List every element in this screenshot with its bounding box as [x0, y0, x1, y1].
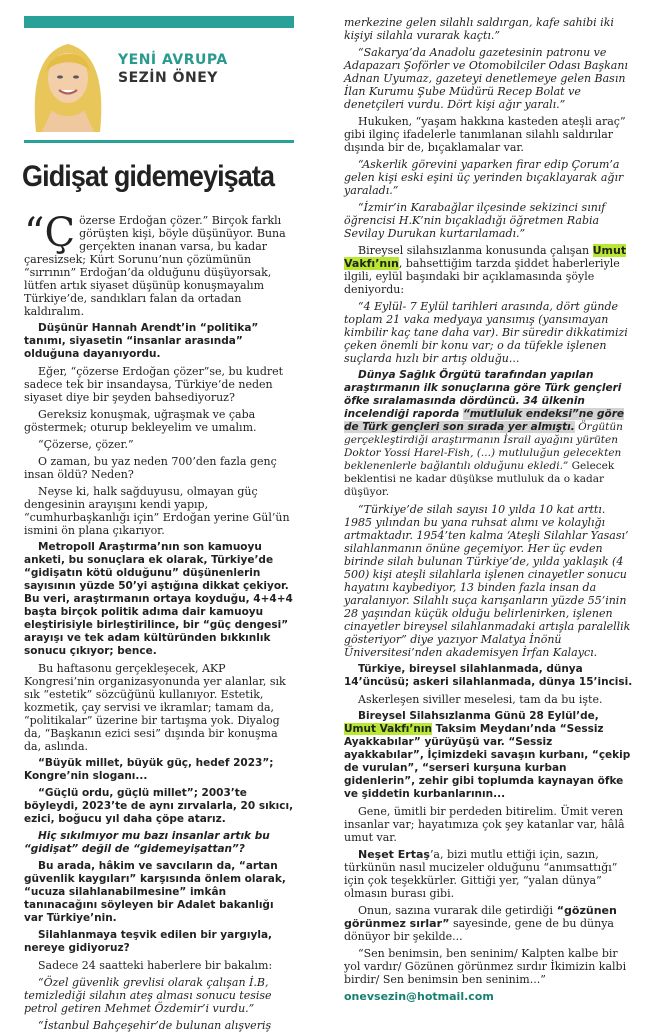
- paragraph: Neyse ki, halk sağduyusu, olmayan güç dengesinin arayışını kendi yapıp, “cumhurbaşkanlığı için” Erdoğan yerine Gül’ün ismini ön plana çıkarıyor.: [24, 485, 290, 537]
- section-brand: YENİ AVRUPA: [118, 52, 228, 68]
- left-column: [24, 210, 296, 1036]
- paragraph: Metropoll Araştırma’nın son kamuoyu anketi, bu sonuçlara ek olarak, Türkiye’de “gidişatın kötü olduğunu” düşünenlerin sayısının yüzde 50’yi aştığına dikkat çekiyor. Bu veri, araştırmanın ortaya koyduğu, 4+4+4 başta birçok politik adıma dair kamuoyu eleştirisiyle birleştirilince, bir “güç dengesi” arayışı ve tek adam kültüründen bıkkınlık sonucu çıkıyor; bence.: [24, 541, 293, 657]
- paragraph: “Özel güvenlik grevlisi olarak çalışan İ.B, temizlediği silahın ateş alması sonucu tesise petrol getiren Mehmet Özdemir’i vurdu.”: [24, 976, 272, 1015]
- author-name: SEZİN ÖNEY: [118, 70, 218, 86]
- paragraph: “Türkiye’de silah sayısı 10 yılda 10 kat arttı. 1985 yılından bu yana ruhsat alımı ve kolaylığı artmaktadır. 1954’ten kalma ‘Ateşli Silahlar Yasası’ silahlanmanın önüne geçemiyor. Her üç evden birinde silah bulunan Türkiye’de, yılda yaklaşık (4 500) kişi ateşli silahlarla işlenen cinayetler sonucu hayatını kaybediyor, 13 binden fazla insan da yaralanıyor. Silahlı suça karışanların yüzde 55’inin 28 yaşından küçük olduğu belirlenirken, işlenen cinayetler bireysel silahlanmadaki artışla paralellik gösteriyor” diye yazıyor Malatya İnönü Üniversitesi’nden akademisyen İrfan Kalaycı.: [344, 503, 631, 659]
- paragraph: Dünya Sağlık Örgütü tarafından yapılan araştırmanın ilk sonuçlarına göre Türk gençleri öfke sıralamasında dördüncü. 34 ülkenin incelendiği raporda “mutluluk endeksi”ne göre de Türk gençleri son sırada yer almıştı. Örgütün gerçekleştirdiği araştırmanın İsrail ayağını yürüten Doktor Yossi Harel-Fish, (...) mutluluğun gelecekten beklenenlerle bağlantılı olduğunu ekledi.” Gelecek beklentisi ne kadar düşükse mutluluk da o kadar düşüyor.: [344, 369, 625, 498]
- paragraph: “Çözerse, çözer.”: [38, 438, 134, 451]
- paragraph: “4 Eylül- 7 Eylül tarihleri arasında, dört günde toplam 21 vaka medyaya yansımış (yansımayan kimbilir kaç tane daha var). Bir süredir dikkatimizi çeken önemli bir konu var; o da tüfekle işlenen suçlarda hızlı bir artış olduğu...: [344, 300, 628, 365]
- header-accent-bar: [24, 16, 294, 28]
- paragraph: “Büyük millet, büyük güç, hedef 2023”; Kongre’nin sloganı...: [24, 757, 274, 782]
- paragraph: Onun, sazına vurarak dile getirdiği “gözünen görünmez sırlar” sayesinde, gene de bu dünya dönüyor bir şekilde...: [344, 904, 617, 943]
- right-column: [344, 16, 634, 1007]
- header-rule: [24, 140, 294, 143]
- highlight-umut-vakfi: Umut Vakfı’nın: [344, 244, 627, 270]
- paragraph-intro: “Çözerse Erdoğan çözer.” Birçok farklı görüşten kişi, böyle düşünüyor. Buna gerçekten inanan varsa, bu kadar çaresizsek; Kürt Sorunu’nun çözümünün “sırrının” Erdoğan’da olduğunu düşüyorsak, lütfen artık siyaset düşünüp konuşmayalım Türkiye’de, sandıkları falan da ortadan kaldıralım.: [24, 210, 286, 318]
- paragraph: Bireysel Silahsızlanma Günü 28 Eylül’de, Umut Vakfı’nın Taksim Meydanı’nda “Sessiz Ayakkabılar” yürüyüşü var. “Sessiz ayakkabılar”, İçimizdeki savaşın kurbanı, “çekip de vurulan”, “serseri kurşuna kurban gidenlerin”, zehir gibi toplumda kaynayan öfke ve şiddetin kurbanlarının...: [344, 710, 631, 800]
- paragraph: Bu haftasonu gerçekleşecek, AKP Kongresi’nin organizasyonunda yer alanlar, sık sık “estetik” sözcüğünü kullanıyor. Estetik, kozmetik, çay servisi ve ikramlar; tamam da, “politikalar” üzerine bir tartışma yok. Diyalog da, “Başkanın ezici sesi” dışında bir konuşma da, aslında.: [24, 662, 286, 753]
- paragraph: Askerleşen siviller meselesi, tam da bu işte.: [358, 693, 603, 706]
- paragraph: O zaman, bu yaz neden 700’den fazla genç insan öldü? Neden?: [24, 455, 277, 481]
- paragraph: “Askerlik görevini yaparken firar edip Çorum’a gelen kişi eski eşini üç yerinden bıçaklayarak ağır yaraladı.”: [344, 158, 624, 197]
- paragraph: Hiç sıkılmıyor mu bazı insanlar artık bu “gidişat” değil de “gidemeyişattan”?: [24, 830, 270, 855]
- headline: Gidişat gidemeyişata: [22, 160, 275, 193]
- paragraph: Neşet Ertaş’a, bizi mutlu ettiği için, sazın, türkünün nasıl mucizeler olduğunu “anımsattığı” için çok teşekkürler. Gittiği yer, “yalan dünya” olmasın burası gibi.: [344, 848, 618, 900]
- highlight-mutluluk: “mutluluk endeksi”ne göre de Türk gençleri son sırada yer almıştı.: [344, 408, 625, 433]
- paragraph: Eğer, “çözerse Erdoğan çözer”se, bu kudret sadece tek bir insandaysa, Türkiye’de neden siyaset diye bir şeyden bahsediyoruz?: [24, 365, 284, 404]
- paragraph: Sadece 24 saatteki haberlere bir bakalım:: [38, 959, 273, 972]
- drop-cap: “Ç: [24, 210, 76, 256]
- paragraph: Gereksiz konuşmak, uğraşmak ve çaba göstermek; oturup bekleyelim ve umalım.: [24, 408, 257, 434]
- paragraph: “Sen benimsin, ben seninim/ Kalpten kalbe bir yol vardır/ Gözünen görünmez sırdır İkimizin kalbi birdir/ Sen benimsin ben seninim...”: [344, 947, 627, 986]
- paragraph: Bu arada, hâkim ve savcıların da, “artan güvenlik kaygıları” karşısında önlem olarak, “ucuza silahlanabilmesine” imkân tanınacağını söyleyen bir Adalet bakanlığı var Türkiye’nin.: [24, 860, 286, 924]
- paragraph: Hukuken, “yaşam hakkına kasteden ateşli araç” gibi ilginç ifadelerle tanımlanan silahlı saldırılar dışında bir de, bıçaklamalar var.: [344, 115, 626, 154]
- paragraph: merkezine gelen silahlı saldırgan, kafe sahibi iki kişiyi silahla vurarak kaçtı.”: [344, 16, 614, 42]
- paragraph: “İstanbul Bahçeşehir’de bulunan alışveriş: [38, 1019, 272, 1032]
- paragraph: Silahlanmaya teşvik edilen bir yargıyla, nereye gidiyoruz?: [24, 929, 273, 954]
- paragraph: “İzmir’in Karabağlar ilçesinde sekizinci sınıf öğrencisi H.K’nin bıçakladığı öğretmen Rabia Sevilay Durukan kurtarılamadı.”: [344, 201, 606, 240]
- paragraph: “Güçlü ordu, güçlü millet”; 2003’te böyleydi, 2023’te de aynı zırvalarla, 20 sıkıcı, ezici, boğucu yıl daha çöpe atarız.: [24, 787, 294, 825]
- author-portrait: [28, 32, 108, 132]
- paragraph: Bireysel silahsızlanma konusunda çalışan Umut Vakfı’nın, bahsettiğim tarzda şiddet haberleriyle ilgili, eylül başındaki bir açıklamasında şöyle deniyordu:: [344, 244, 627, 296]
- paragraph: Düşünür Hannah Arendt’in “politika” tanımı, siyasetin “insanlar arasında” olduğuna dayanıyordu.: [24, 322, 259, 360]
- paragraph: Türkiye, bireysel silahlanmada, dünya 14’üncüsü; askeri silahlanmada, dünya 15’incisi.: [344, 663, 633, 688]
- paragraph: “Sakarya’da Anadolu gazetesinin patronu ve Adapazarı Şoförler ve Otomobilciler Odası Başkanı Adnan Uyumaz, gazeteyi denetlemeye gelen Basın İlan Kurumu Şube Müdürü Recep Bolat ve denetçileri vurdu. Dört kişi ağır yaralı.”: [344, 46, 628, 111]
- paragraph: Gene, ümitli bir perdeden bitirelim. Ümit veren insanlar var; hayatımıza çok şey katanlar var, hâlâ umut var.: [344, 805, 625, 844]
- highlight-umut-vakfi: Umut Vakfı’nın: [344, 723, 432, 735]
- author-email[interactable]: onevsezin@hotmail.com: [344, 990, 494, 1003]
